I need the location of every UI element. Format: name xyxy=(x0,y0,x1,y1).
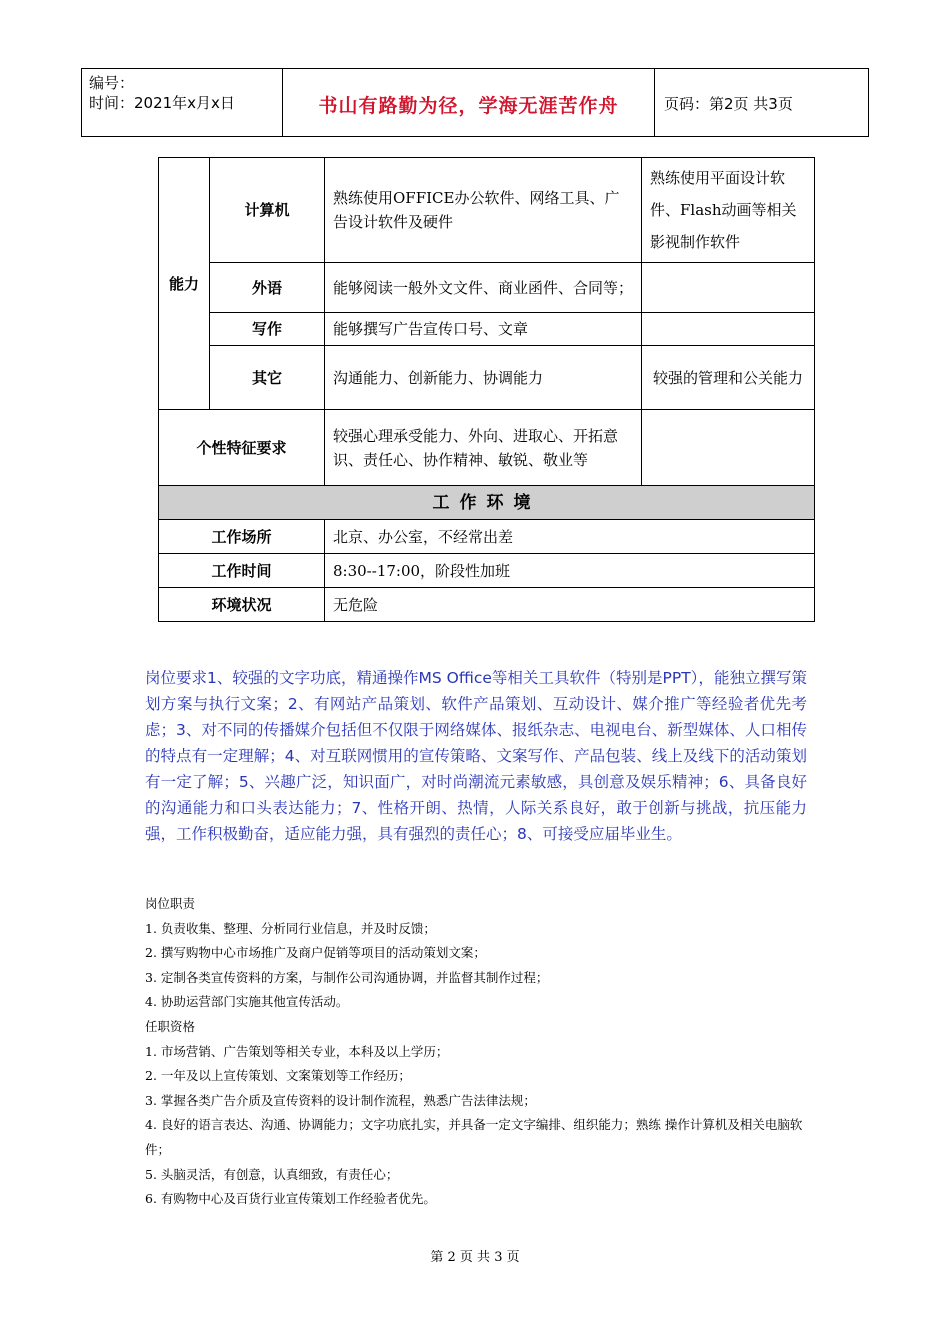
ability-desc: 沟通能力、创新能力、协调能力 xyxy=(325,346,642,410)
doc-time-label: 时间：2021年x月x日 xyxy=(89,94,235,112)
table-row xyxy=(159,346,815,410)
ability-note: 较强的管理和公关能力 xyxy=(642,346,815,410)
duties-title: 岗位职责 xyxy=(145,896,196,911)
ability-desc: 能够阅读一般外文文件、商业函件、合同等； xyxy=(325,263,642,313)
ability-group-label: 能力 xyxy=(159,158,210,410)
list-item: 4. 良好的语言表达、沟通、协调能力；文字功底扎实，并具备一定文字编排、组织能力；熟练 操作计算机及相关电脑软件； xyxy=(145,1117,803,1157)
environment-value: 8:30--17:00，阶段性加班 xyxy=(325,554,815,588)
list-item: 6. 有购物中心及百货行业宣传策划工作经验者优先。 xyxy=(145,1191,436,1207)
header-divider xyxy=(868,69,869,136)
personality-desc: 较强心理承受能力、外向、进取心、开拓意识、责任心、协作精神、敏锐、敬业等 xyxy=(325,410,642,486)
header-motto: 书山有路勤为径，学海无涯苦作舟 xyxy=(318,95,619,117)
qualifications-title: 任职资格 xyxy=(145,1018,196,1034)
ability-note: 熟练使用平面设计软件、Flash动画等相关影视制作软件 xyxy=(642,158,815,263)
ability-label: 其它 xyxy=(210,346,325,410)
ability-desc: 能够撰写广告宣传口号、文章 xyxy=(325,313,642,346)
list-item: 3. 掌握各类广告介质及宣传资料的设计制作流程，熟悉广告法律法规； xyxy=(145,1092,536,1108)
list-item: 2. 一年及以上宣传策划、文案策划等工作经历； xyxy=(145,1068,411,1084)
list-item: 2. 撰写购物中心市场推广及商户促销等项目的活动策划文案； xyxy=(145,945,486,961)
personality-note xyxy=(642,410,815,486)
doc-number-label: 编号： xyxy=(89,74,135,92)
list-item: 4. 协助运营部门实施其他宣传活动。 xyxy=(145,994,349,1010)
ability-label: 写作 xyxy=(210,313,325,346)
ability-note xyxy=(642,263,815,313)
section-title-work-environment: 工作环境 xyxy=(159,486,815,520)
environment-label: 工作时间 xyxy=(159,554,325,588)
table-row xyxy=(159,263,815,313)
table-row xyxy=(159,588,815,622)
environment-value: 北京、办公室，不经常出差 xyxy=(325,520,815,554)
list-item: 1. 市场营销、广告策划等相关专业，本科及以上学历； xyxy=(145,1043,449,1059)
ability-label: 计算机 xyxy=(210,158,325,263)
table-row xyxy=(159,486,815,520)
list-item: 5. 头脑灵活，有创意，认真细致，有责任心； xyxy=(145,1166,399,1182)
page-footer: 第 2 页 共 3 页 xyxy=(430,1250,520,1265)
environment-label: 工作场所 xyxy=(159,520,325,554)
header-divider xyxy=(81,69,82,136)
ability-desc: 熟练使用OFFICE办公软件、网络工具、广告设计软件及硬件 xyxy=(325,158,642,263)
header-meta xyxy=(89,73,235,113)
duties-section xyxy=(145,892,811,1212)
table-row xyxy=(159,410,815,486)
environment-value: 无危险 xyxy=(325,588,815,622)
list-item: 3. 定制各类宣传资料的方案，与制作公司沟通协调，并监督其制作过程； xyxy=(145,969,549,985)
page-header xyxy=(81,68,869,137)
environment-label: 环境状况 xyxy=(159,588,325,622)
table-row xyxy=(159,554,815,588)
table-row xyxy=(159,313,815,346)
personality-label: 个性特征要求 xyxy=(159,410,325,486)
header-page-info: 页码：第2页 共3页 xyxy=(664,95,793,113)
table-row xyxy=(159,520,815,554)
ability-label: 外语 xyxy=(210,263,325,313)
table-row xyxy=(159,158,815,263)
requirements-paragraph: 岗位要求1、较强的文字功底，精通操作MS Office等相关工具软件（特别是PPT），能独立撰写策划方案与执行文案；2、有网站产品策划、软件产品策划、互动设计、媒介推广等经验者优先考虑；3、对不同的传播媒介包括但不仅限于网络媒体、报纸杂志、电视电台、新型媒体、人口相传的特点有一定理解；4、对互联网惯用的宣传策略、文案写作、产品包装、线上及线下的活动策划有一定了解；5、兴趣广泛，知识面广，对时尚潮流元素敏感，具创意及娱乐精神；6、具备良好的沟通能力和口头表达能力；7、性格开朗、热情，人际关系良好，敢于创新与挑战，抗压能力强，工作积极勤奋，适应能力强，具有强烈的责任心；8、可接受应届毕业生。 xyxy=(145,669,807,843)
ability-note xyxy=(642,313,815,346)
job-requirements-table xyxy=(158,157,815,622)
list-item: 1. 负责收集、整理、分析同行业信息，并及时反馈； xyxy=(145,920,436,936)
header-divider xyxy=(654,69,655,136)
